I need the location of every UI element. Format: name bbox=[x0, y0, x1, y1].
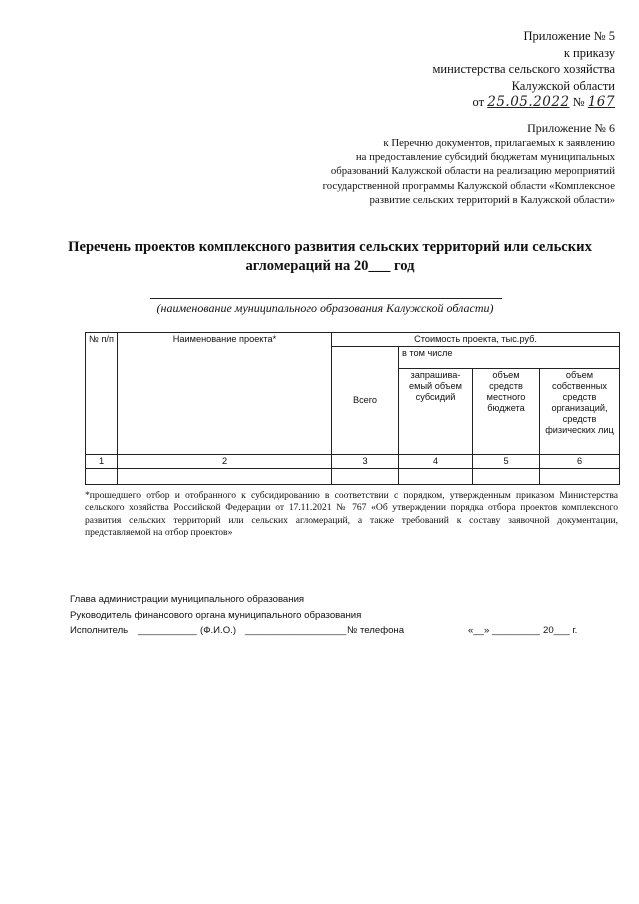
number-prefix: № bbox=[572, 95, 585, 109]
municipality-blank-line bbox=[150, 298, 502, 299]
date-prefix: от bbox=[472, 95, 485, 109]
table-row-empty bbox=[86, 469, 620, 485]
fio-label: (Ф.И.О.) bbox=[200, 625, 237, 636]
handwritten-number: 167 bbox=[587, 94, 615, 110]
col-number-cell: 1 bbox=[86, 455, 118, 469]
header-project-name: Наименование проекта* bbox=[118, 333, 332, 455]
appendix5-line2: министерства сельского хозяйства bbox=[432, 62, 615, 76]
header-local-budget: объем средств местного бюджета bbox=[473, 369, 540, 455]
empty-cell bbox=[540, 469, 620, 485]
table-row-numbers bbox=[86, 455, 620, 469]
col-number-cell: 4 bbox=[399, 455, 473, 469]
appendix6-line4: государственной программы Калужской области «Комплексное bbox=[322, 179, 615, 192]
appendix5-block bbox=[355, 28, 615, 111]
appendix6-title: Приложение № 6 bbox=[527, 121, 615, 135]
municipality-caption: (наименование муниципального образования Калужской области) bbox=[156, 301, 494, 315]
footnote: *прошедшего отбор и отобранного к субсидированию в соответствии с порядком, утвержденным приказом Министерства сельского хозяйства Российской Федерации от 17.11.2021 № 767 «Об утверждении порядка отбора проектов комплексного развития сельских территорий или сельских агломераций, а также требований к составу заявочной документации, представляемой на отбор проектов» bbox=[85, 490, 618, 539]
date-blank: _________ bbox=[492, 625, 541, 636]
projects-table bbox=[85, 332, 620, 485]
fio-blank: ___________________ bbox=[245, 625, 347, 636]
sign-finance: Руководитель финансового органа муниципального образования bbox=[70, 609, 362, 621]
empty-cell bbox=[118, 469, 332, 485]
empty-cell bbox=[86, 469, 118, 485]
empty-cell bbox=[332, 469, 399, 485]
signature-block bbox=[70, 592, 610, 639]
year-label: 20___ г. bbox=[543, 625, 578, 636]
executor-label: Исполнитель bbox=[70, 625, 129, 636]
empty-cell bbox=[399, 469, 473, 485]
appendix5-line1: к приказу bbox=[563, 45, 615, 60]
date-quote: «__» bbox=[468, 625, 490, 636]
executor-line bbox=[70, 623, 610, 639]
appendix5-title: Приложение № 5 bbox=[523, 29, 615, 43]
header-project-cost: Стоимость проекта, тыс.руб. bbox=[332, 333, 620, 347]
header-including: в том числе bbox=[399, 347, 620, 369]
appendix5-line3: Калужской области bbox=[511, 78, 615, 93]
document-title-line1: Перечень проектов комплексного развития сельских территорий или сельских bbox=[68, 239, 592, 255]
header-num: № п/п bbox=[86, 333, 118, 455]
appendix6-line5: развитие сельских территорий в Калужской области» bbox=[369, 193, 615, 206]
empty-cell bbox=[473, 469, 540, 485]
appendix6-line2: на предоставление субсидий бюджетам муниципальных bbox=[355, 151, 615, 164]
executor-blank: ___________ bbox=[138, 625, 197, 636]
appendix5-date-line bbox=[355, 94, 615, 111]
header-own-funds: объем собственных средств организаций, средств физических лиц bbox=[540, 369, 620, 455]
handwritten-date: 25.05.2022 bbox=[487, 94, 570, 110]
appendix6-line3: образований Калужской области на реализацию мероприятий bbox=[330, 165, 615, 178]
phone-label: № телефона bbox=[347, 625, 405, 636]
col-number-cell: 2 bbox=[118, 455, 332, 469]
appendix6-line1: к Перечню документов, прилагаемых к заявлению bbox=[383, 137, 615, 149]
sign-head: Глава администрации муниципального образования bbox=[70, 594, 305, 605]
header-subsidy: запрашива-емый объем субсидий bbox=[399, 369, 473, 455]
col-number-cell: 5 bbox=[473, 455, 540, 469]
col-number-cell: 3 bbox=[332, 455, 399, 469]
appendix6-block bbox=[255, 120, 615, 207]
document-title bbox=[40, 238, 620, 276]
document-title-line2: агломераций на 20___ год bbox=[245, 258, 415, 274]
header-total: Всего bbox=[332, 347, 399, 455]
col-number-cell: 6 bbox=[540, 455, 620, 469]
